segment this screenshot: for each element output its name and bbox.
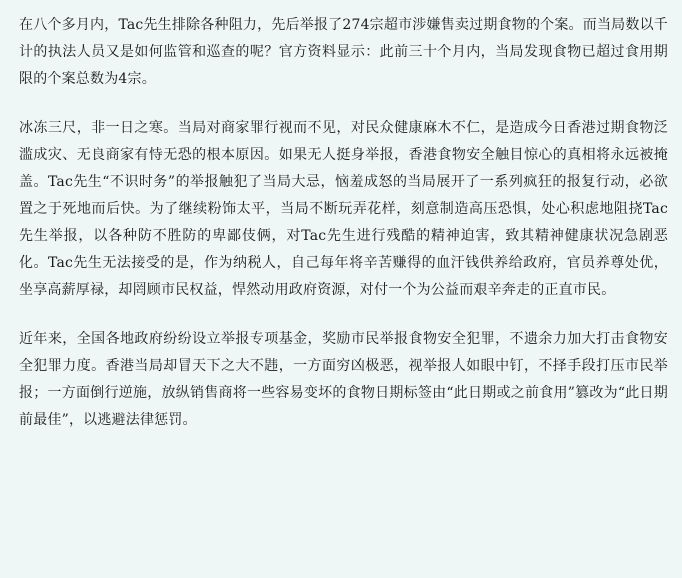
paragraph-1: 在八个多月内，Tac先生排除各种阻力，先后举报了274宗超市涉嫌售卖过期食物的个案。而当局数以千计的执法人员又是如何监管和巡查的呢？官方资料显示：此前三十个月内，当局发现食物已超过食用期限的个案总数为4宗。 <box>19 17 668 87</box>
paragraph-2: 冰冻三尺，非一日之寒。当局对商家罪行视而不见，对民众健康麻木不仁，是造成今日香港过期食物泛滥成灾、无良商家有恃无恐的根本原因。如果无人挺身举报，香港食物安全触目惊心的真相将永远被掩盖。Tac先生“不识时务”的举报触犯了当局大忌，恼羞成怒的当局展开了一系列疯狂的报复行动，必欲置之于死地而后快。为了继续粉饰太平，当局不断玩弄花样，刻意制造高压恐惧，处心积虑地阻挠Tac先生举报，以各种防不胜防的卑鄙伎俩，对Tac先生进行残酷的精神迫害，致其精神健康状况急剧恶化。Tac先生无法接受的是，作为纳税人，自己每年将辛苦赚得的血汗钱供养给政府，官员养尊处优，坐享高薪厚禄，却罔顾市民权益，悍然动用政府资源，对付一个为公益而艰辛奔走的正直市民。 <box>19 120 668 298</box>
paragraph-3: 近年来，全国各地政府纷纷设立举报专项基金，奖励市民举报食物安全犯罪，不遗余力加大打击食物安全犯罪力度。香港当局却冒天下之大不韪，一方面穷凶极恶，视举报人如眼中钉，不择手段打压市民举报；一方面倒行逆施，放纵销售商将一些容易变坏的食物日期标签由“此日期或之前食用”篡改为“此日期前最佳”，以逃避法律惩罚。 <box>19 331 668 428</box>
